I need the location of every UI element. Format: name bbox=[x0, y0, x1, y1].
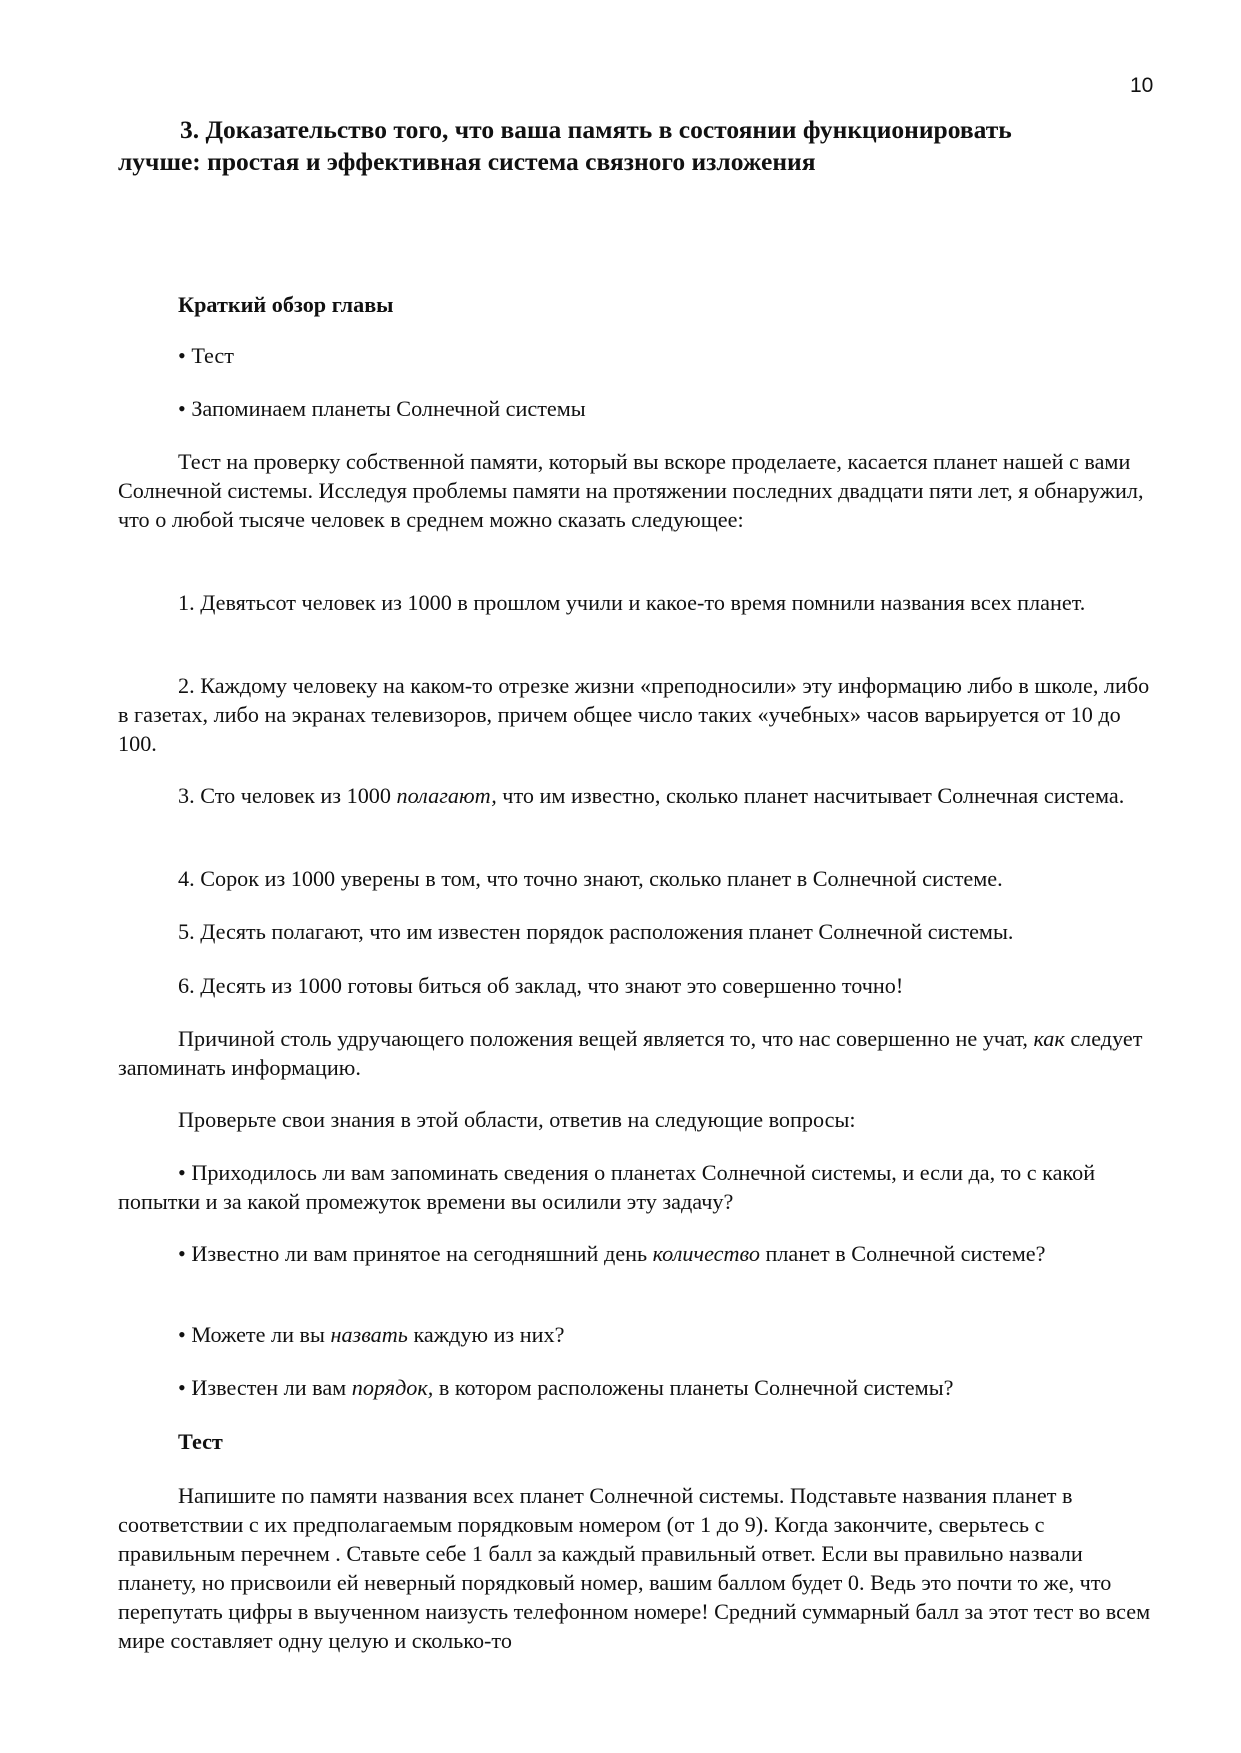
question-4-text-end: в котором расположены планеты Солнечной системы? bbox=[433, 1375, 954, 1400]
question-3-emphasis: назвать bbox=[330, 1322, 408, 1347]
summary-heading: Краткий обзор главы bbox=[178, 292, 394, 317]
question-2 bbox=[118, 1239, 1158, 1268]
question-1: • Приходилось ли вам запоминать сведения о планетах Солнечной системы, и если да, то с какой попытки и за какой промежуток времени вы осилили эту задачу? bbox=[118, 1160, 1096, 1214]
reason-emphasis: как bbox=[1033, 1026, 1065, 1051]
finding-item-1: 1. Девятьсот человек из 1000 в прошлом учили и какое-то время помнили названия всех планет. bbox=[178, 590, 1086, 615]
question-4-emphasis: порядок, bbox=[351, 1375, 434, 1400]
chapter-title: 3. Доказательство того, что ваша память в состоянии функционировать лучше: простая и эффективная система связного изложения bbox=[118, 115, 1012, 176]
question-2-text: • Известно ли вам принятое на сегодняшний день bbox=[178, 1241, 653, 1266]
finding-item-3-text: 3. Сто человек из 1000 bbox=[178, 783, 397, 808]
finding-item-6: 6. Десять из 1000 готовы биться об заклад, что знают это совершенно точно! bbox=[178, 973, 904, 998]
check-intro: Проверьте свои знания в этой области, ответив на следующие вопросы: bbox=[178, 1107, 856, 1132]
test-heading: Тест bbox=[178, 1429, 223, 1454]
summary-item: • Запоминаем планеты Солнечной системы bbox=[178, 396, 586, 421]
reason-paragraph bbox=[118, 1024, 1158, 1082]
question-3-text-end: каждую из них? bbox=[407, 1322, 565, 1347]
question-4-text: • Известен ли вам bbox=[178, 1375, 352, 1400]
finding-item-3 bbox=[118, 781, 1158, 810]
finding-item-3-text-end: что им известно, сколько планет насчитывает Солнечная система. bbox=[496, 783, 1125, 808]
test-paragraph: Напишите по памяти названия всех планет Солнечной системы. Подставьте названия планет в соответствии с их предполагаемым порядковым номером (от 1 до 9). Когда закончите, сверьтесь с правильным перечнем . Ставьте себе 1 балл за каждый правильный ответ. Если вы правильно назвали планету, но присвоили ей неверный порядковый номер, вашим баллом будет 0. Ведь это почти то же, что перепутать цифры в выученном наизусть телефонном номере! Средний суммарный балл за этот тест во всем мире составляет одну целую и сколько-то bbox=[118, 1483, 1151, 1653]
page-number: 10 bbox=[1130, 74, 1154, 97]
question-4 bbox=[118, 1373, 1158, 1402]
question-3-text: • Можете ли вы bbox=[178, 1322, 331, 1347]
reason-text: Причиной столь удручающего положения вещей является то, что нас совершенно не учат, bbox=[178, 1026, 1034, 1051]
summary-item: • Тест bbox=[178, 343, 234, 368]
question-2-emphasis: количество bbox=[652, 1241, 760, 1266]
question-3 bbox=[118, 1320, 1158, 1349]
finding-item-3-emphasis: полагают, bbox=[396, 783, 497, 808]
finding-item-4: 4. Сорок из 1000 уверены в том, что точно знают, сколько планет в Солнечной системе. bbox=[178, 866, 1003, 891]
intro-paragraph: Тест на проверку собственной памяти, который вы вскоре проделаете, касается планет нашей с вами Солнечной системы. Исследуя проблемы памяти на протяжении последних двадцати пяти лет, я обнаружил, что о любой тысяче человек в среднем можно сказать следующее: bbox=[118, 449, 1144, 532]
finding-item-2: 2. Каждому человеку на каком-то отрезке жизни «преподносили» эту информацию либо в школе, либо в газетах, либо на экранах телевизоров, причем общее число таких «учебных» часов варьируется от 10 до 100. bbox=[118, 673, 1150, 756]
finding-item-5: 5. Десять полагают, что им известен порядок расположения планет Солнечной системы. bbox=[178, 919, 1014, 944]
reason-text-end: следует запоминать информацию. bbox=[118, 1026, 1143, 1080]
question-2-text-end: планет в Солнечной системе? bbox=[759, 1241, 1046, 1266]
